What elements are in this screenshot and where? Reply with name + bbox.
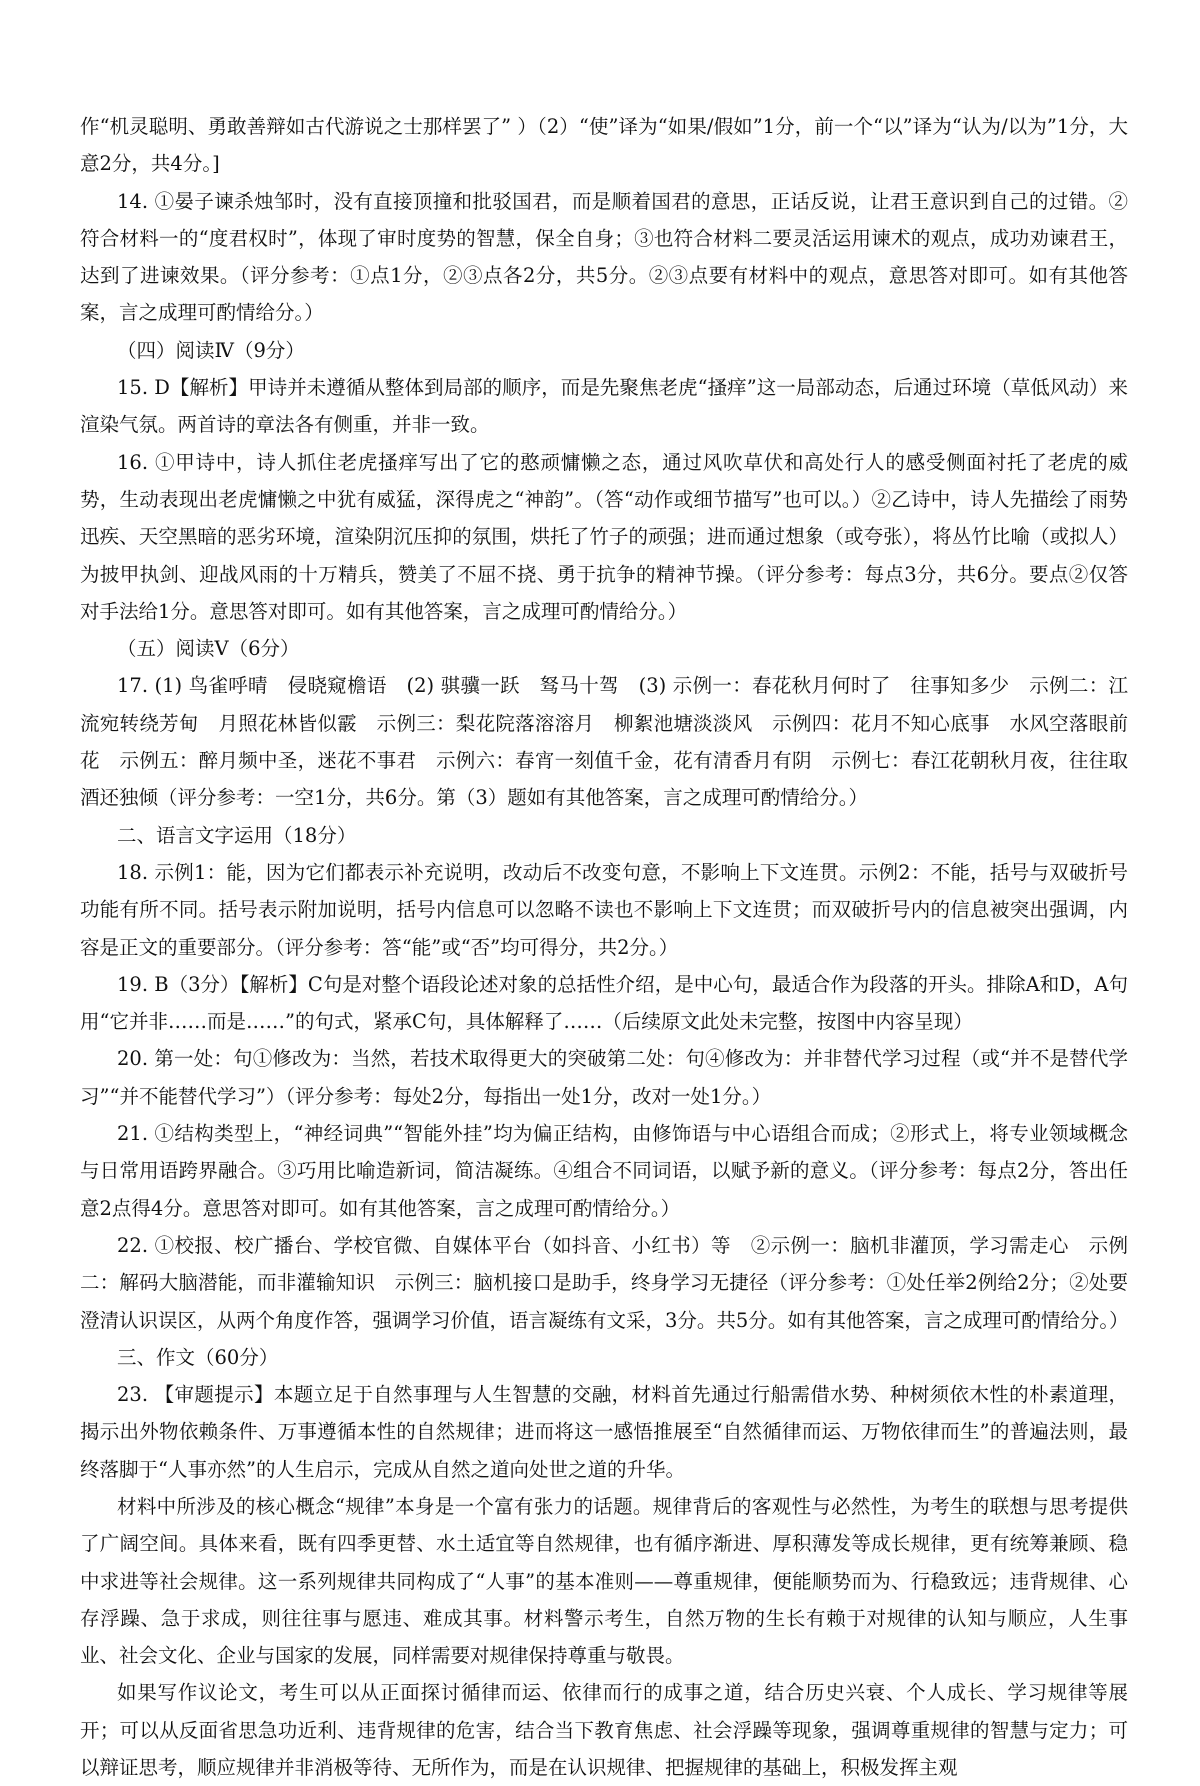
paragraph-q19: 19. B（3分）【解析】C句是对整个语段论述对象的总括性介绍，是中心句，最适合作为段落的开头。排除A和D，A句用“它并非……而是……”的句式，紧承C句，具体解释了……（后续原文此处未完整，按图中内容呈现） <box>80 972 1128 1034</box>
section-heading-composition: 三、作文（60分） <box>117 1345 279 1369</box>
answer-key-document <box>80 108 1128 1786</box>
paragraph-q20: 20. 第一处：句①修改为：当然，若技术取得更大的突破第二处：句④修改为：并非替代学习过程（或“并不是替代学习”“并不能替代学习”）（评分参考：每处2分，每指出一处1分，改对一处1分。） <box>80 1047 1128 1108</box>
paragraph-q16: 16. ①甲诗中，诗人抓住老虎搔痒写出了它的憨顽慵懒之态，通过风吹草伏和高处行人的感受侧面衬托了老虎的威势，生动表现出老虎慵懒之中犹有威猛，深得虎之“神韵”。（答“动作或细节描写”也可以。）②乙诗中，诗人先描绘了雨势迅疾、天空黑暗的恶劣环境，渲染阴沉压抑的氛围，烘托了竹子的顽强；进而通过想象（或夸张），将丛竹比喻（或拟人）为披甲执剑、迎战风雨的十万精兵，赞美了不屈不挠、勇于抗争的精神节操。（评分参考：每点3分，共6分。要点②仅答对手法给1分。意思答对即可。如有其他答案，言之成理可酌情给分。） <box>80 450 1128 623</box>
paragraph-q22: 22. ①校报、校广播台、学校官微、自媒体平台（如抖音、小红书）等 ②示例一：脑机非灌顶，学习需走心 示例二：解码大脑潜能，而非灌输知识 示例三：脑机接口是助手，终身学习无捷径（评分参考：①处任举2例给2分；②处要澄清认识误区，从两个角度作答，强调学习价值，语言凝练有文采，3分。共5分。如有其他答案，言之成理可酌情给分。） <box>80 1233 1129 1332</box>
paragraph-q23-argumentative-guide: 如果写作议论文，考生可以从正面探讨循律而运、依律而行的成事之道，结合历史兴衰、个人成长、学习规律等展开；可以从反面省思急功近利、违背规律的危害，结合当下教育焦虑、社会浮躁等现象，强调尊重规律的智慧与定力；可以辩证思考，顺应规律并非消极等待、无所作为，而是在认识规律、把握规律的基础上，积极发挥主观 <box>80 1681 1128 1780</box>
paragraph-q21: 21. ①结构类型上，“神经词典”“智能外挂”均为偏正结构，由修饰语与中心语组合而成；②形式上，将专业领域概念与日常用语跨界融合。③巧用比喻造新词，简洁凝练。④组合不同词语，以赋予新的意义。（评分参考：每点2分，答出任意2点得4分。意思答对即可。如有其他答案，言之成理可酌情给分。） <box>80 1122 1128 1220</box>
paragraph-q17: 17. (1) 鸟雀呼晴 侵晓窥檐语 (2) 骐骥一跃 驽马十驾 (3) 示例一：春花秋月何时了 往事知多少 示例二：江流宛转绕芳甸 月照花林皆似霰 示例三：梨花院落溶溶月 柳絮池塘淡淡风 示例四：花月不知心底事 水风空落眼前花 示例五：醉月频中圣，迷花不事君 示例六：春宵一刻值千金，花有清香月有阴 示例七：春江花朝秋月夜，往往取酒还独倾（评分参考：一空1分，共6分。第（3）题如有其他答案，言之成理可酌情给分。） <box>80 674 1128 810</box>
paragraph-q13-continuation: 作“机灵聪明、勇敢善辩如古代游说之士那样罢了” ）（2）“使”译为“如果/假如”1分，前一个“以”译为“认为/以为”1分，大意2分，共4分。] <box>80 115 1128 176</box>
paragraph-q14: 14. ①晏子谏杀烛邹时，没有直接顶撞和批驳国君，而是顺着国君的意思，正话反说，让君王意识到自己的过错。②符合材料一的“度君权时”，体现了审时度势的智慧，保全自身；③也符合材料二要灵活运用谏术的观点，成功劝谏君王，达到了进谏效果。（评分参考：①点1分，②③点各2分，共5分。②③点要有材料中的观点，意思答对即可。如有其他答案，言之成理可酌情给分。） <box>80 189 1128 325</box>
section-heading-reading-4: （四）阅读Ⅳ（9分） <box>117 338 305 362</box>
paragraph-q18: 18. 示例1：能，因为它们都表示补充说明，改动后不改变句意，不影响上下文连贯。示例2：不能，括号与双破折号功能有所不同。括号表示附加说明，括号内信息可以忽略不读也不影响上下文连贯；而双破折号内的信息被突出强调，内容是正文的重要部分。（评分参考：答“能”或“否”均可得分，共2分。） <box>80 860 1128 959</box>
paragraph-q23-core-concept: 材料中所涉及的核心概念“规律”本身是一个富有张力的话题。规律背后的客观性与必然性，为考生的联想与思考提供了广阔空间。具体来看，既有四季更替、水土适宜等自然规律，也有循序渐进、厚积薄发等成长规律，更有统筹兼顾、稳中求进等社会规律。这一系列规律共同构成了“人事”的基本准则——尊重规律，便能顺势而为、行稳致远；违背规律、心存浮躁、急于求成，则往往事与愿违、难成其事。材料警示考生，自然万物的生长有赖于对规律的认知与顺应，人生事业、社会文化、企业与国家的发展，同样需要对规律保持尊重与敬畏。 <box>80 1494 1128 1668</box>
section-heading-reading-5: （五）阅读Ⅴ（6分） <box>117 637 300 661</box>
paragraph-q23-prompt-analysis: 23. 【审题提示】本题立足于自然事理与人生智慧的交融，材料首先通过行船需借水势、种树须依木性的朴素道理，揭示出外物依赖条件、万事遵循本性的自然规律；进而将这一感悟推展至“自然循律而运、万物依律而生”的普遍法则，最终落脚于“人事亦然”的人生启示，完成从自然之道向处世之道的升华。 <box>80 1383 1128 1481</box>
section-heading-language-use: 二、语言文字运用（18分） <box>117 823 357 847</box>
paragraph-q15: 15. D【解析】甲诗并未遵循从整体到局部的顺序，而是先聚焦老虎“搔痒”这一局部动态，后通过环境（草低风动）来渲染气氛。两首诗的章法各有侧重，并非一致。 <box>80 376 1128 437</box>
